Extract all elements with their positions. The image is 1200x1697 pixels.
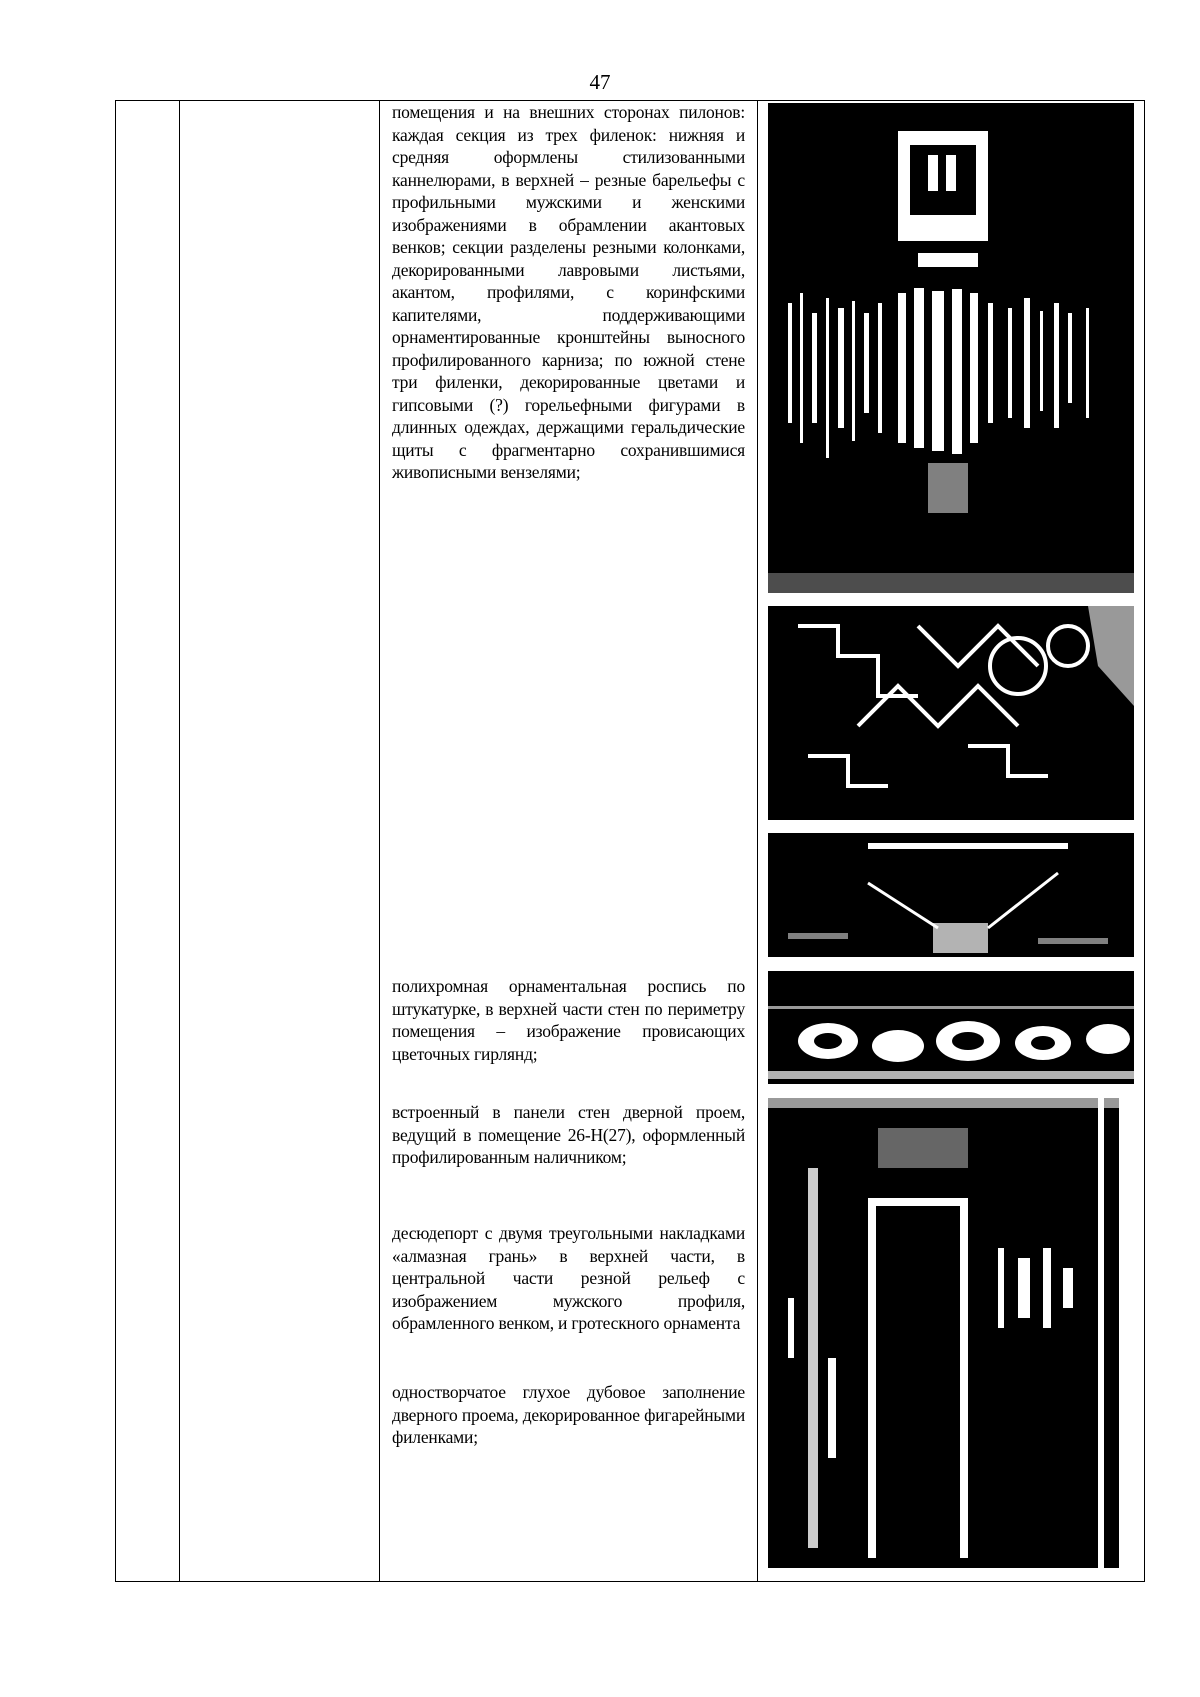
table-column-divider — [379, 100, 380, 1582]
photo-carved-pilaster — [768, 103, 1134, 593]
paragraph-door-leaf: одностворчатое глухое дубовое заполнение дверного проема, декорированное фигарейными филенками; — [392, 1382, 745, 1447]
paragraph-polychrome-painting: полихромная орнаментальная роспись по штукатурке, в верхней части стен по периметру помещения – изображение провисающих цветочных гирлянд; — [392, 976, 745, 1064]
paragraph-pilaster-panels: помещения и на внешних сторонах пилонов: каждая секция из трех филенок: нижняя и средняя оформлены стилизованными каннелюрами, в верхней – резные барельефы с профильными мужскими и женскими изображениями в обрамлении акантовых венков; секции разделены резными колонками, декорированными лавровыми листьями, акантом, профилями, с коринфскими капителями, поддерживающими орнаментированные кронштейны выносного профилированного карниза; по южной стене три филенки, декорированные цветами и гипсовыми (?) горельефными фигурами в длинных одеждах, держащими геральдические щиты с фрагментарно сохранившимися живописными вензелями; — [392, 102, 745, 482]
photo-cornice — [768, 833, 1134, 957]
page-number: 47 — [589, 70, 611, 94]
photo-garland-frieze — [768, 971, 1134, 1084]
paragraph-desudeport: десюдепорт с двумя треугольными накладками «алмазная грань» в верхней части, в центральной части резной рельеф с изображением мужского профиля, обрамленного венком, и гротескного орнамента — [392, 1223, 745, 1333]
paragraph-door-opening: встроенный в панели стен дверной проем, ведущий в помещение 26-Н(27), оформленный профилированным наличником; — [392, 1102, 745, 1167]
table-column-divider — [757, 100, 758, 1582]
photo-doorway — [768, 1098, 1119, 1568]
table-column-divider — [179, 100, 180, 1582]
photo-ornamental-ceiling — [768, 606, 1134, 820]
